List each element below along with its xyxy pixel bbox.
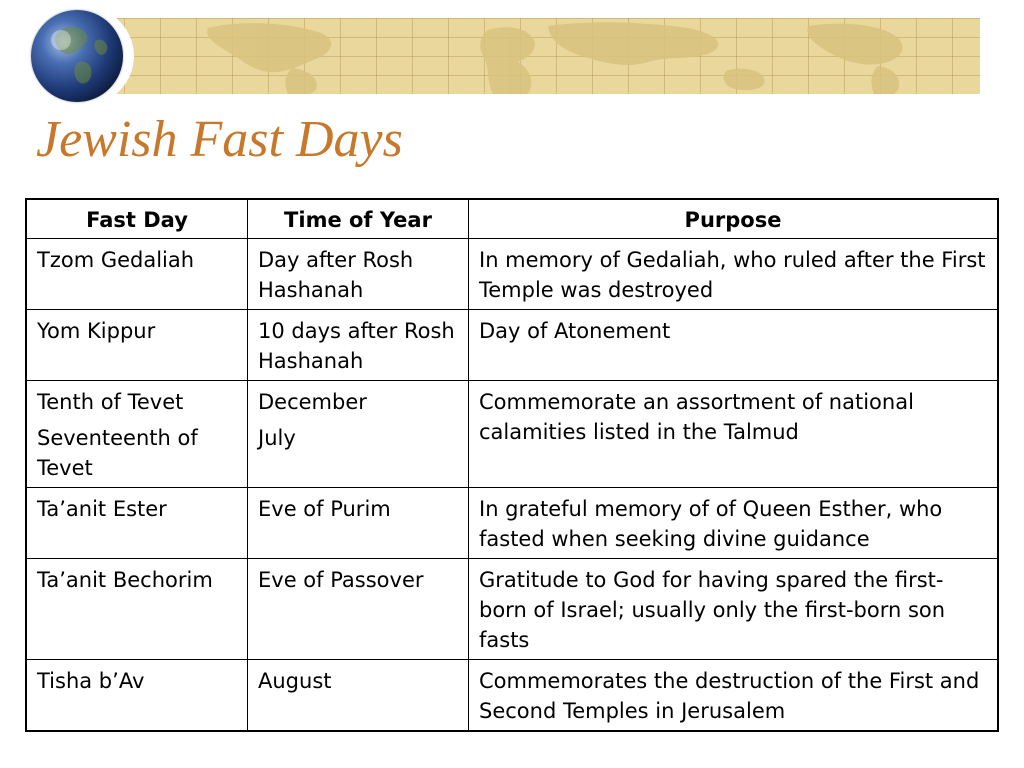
cell-fast-day [26,310,248,381]
time-of-year: Eve of Passover [258,568,424,592]
cell-fast-day [26,660,248,732]
table-row [26,310,998,381]
world-map-banner [88,18,980,94]
time-of-year: 10 days after Rosh Hashanah [258,319,455,373]
header-purpose: Purpose [469,199,999,239]
cell-purpose: Gratitude to God for having spared the first-born of Israel; usually only the first-born son fasts [469,559,999,660]
globe-icon [31,10,123,102]
cell-purpose: In memory of Gedaliah, who ruled after the First Temple was destroyed [469,239,999,310]
cell-purpose: Commemorate an assortment of national calamities listed in the Talmud [469,381,999,488]
header-fast-day: Fast Day [26,199,248,239]
fast-day-name: Tenth of Tevet [37,390,184,414]
fast-days-table [25,198,999,732]
time-of-year: Eve of Purim [258,497,391,521]
cell-fast-day [26,488,248,559]
fast-day-name: Seventeenth of Tevet [37,426,198,480]
cell-purpose: Commemorates the destruction of the First and Second Temples in Jerusalem [469,660,999,732]
table-row [26,488,998,559]
table-row [26,559,998,660]
table-row [26,239,998,310]
cell-purpose: In grateful memory of of Queen Esther, who fasted when seeking divine guidance [469,488,999,559]
fast-day-name: Tzom Gedaliah [37,248,195,272]
table-header-row [26,199,998,239]
cell-time [248,660,469,732]
time-of-year: December [258,390,367,414]
table-row [26,660,998,732]
cell-time [248,488,469,559]
cell-time [248,381,469,488]
fast-day-name: Ta’anit Ester [37,497,167,521]
time-of-year: July [258,426,296,450]
time-of-year: August [258,669,332,693]
fast-day-name: Yom Kippur [37,319,156,343]
cell-time [248,239,469,310]
header-time-of-year: Time of Year [248,199,469,239]
time-of-year: Day after Rosh Hashanah [258,248,414,302]
cell-time [248,559,469,660]
table-row [26,381,998,488]
cell-time [248,310,469,381]
cell-fast-day [26,381,248,488]
cell-fast-day [26,559,248,660]
cell-fast-day [26,239,248,310]
fast-day-name: Tisha b’Av [37,669,145,693]
fast-day-name: Ta’anit Bechorim [37,568,213,592]
page-title: Jewish Fast Days [36,111,403,168]
cell-purpose: Day of Atonement [469,310,999,381]
